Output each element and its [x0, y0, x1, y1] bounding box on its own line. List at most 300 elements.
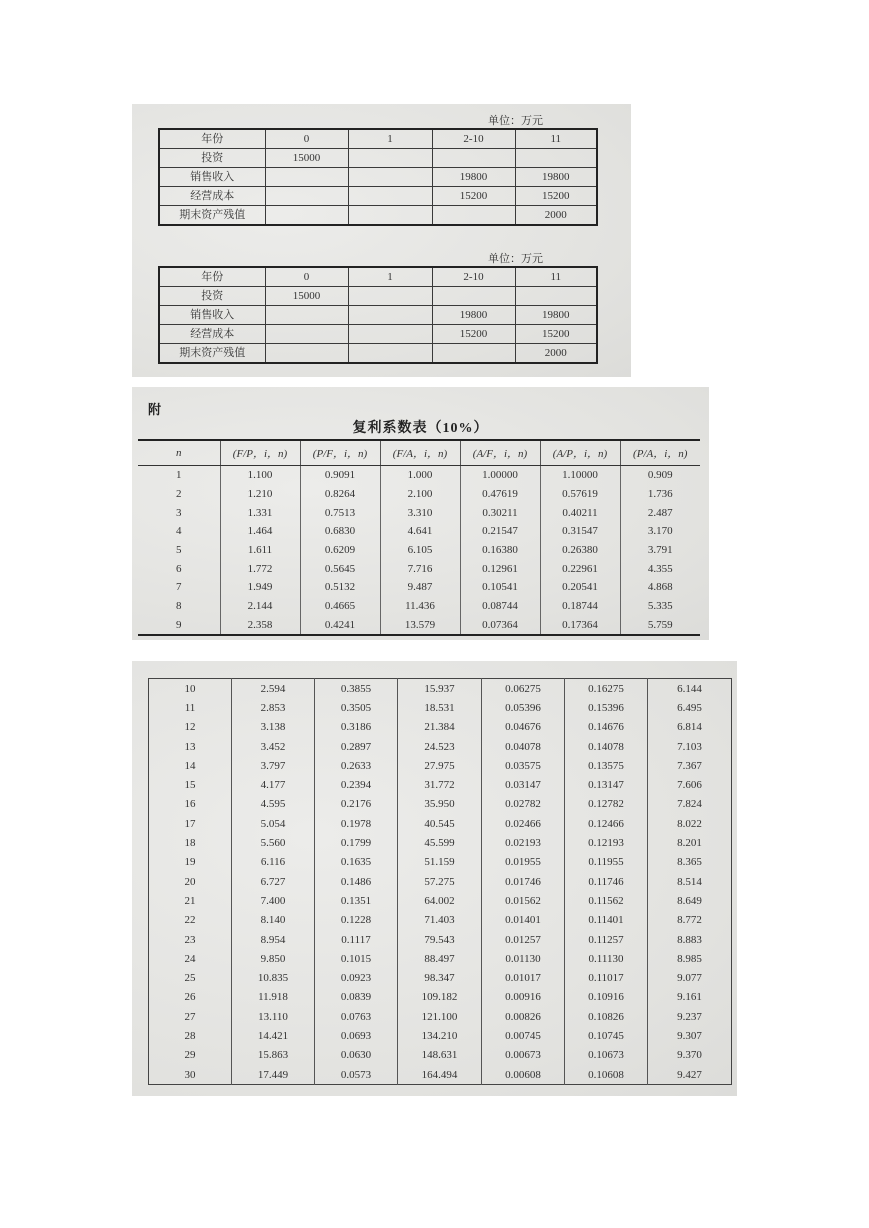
factor-cell: 4.177 — [232, 775, 315, 794]
factor-cell: 1.331 — [220, 503, 300, 522]
factor-cell: 0.0763 — [315, 1007, 398, 1026]
factor-cell: 0.13575 — [565, 756, 648, 775]
factor-cell: 0.17364 — [540, 616, 620, 636]
factor-cell: 3.797 — [232, 756, 315, 775]
factor-cell: 9.307 — [648, 1026, 732, 1045]
factor-cell: 4.595 — [232, 795, 315, 814]
factor-cell: 3.170 — [620, 522, 700, 541]
period-cell: 10 — [184, 682, 196, 695]
cash-flow-table — [158, 128, 598, 226]
factor-cell: 0.00826 — [482, 1007, 565, 1026]
table-row — [159, 344, 597, 364]
factor-cell: 0.1228 — [315, 911, 398, 930]
factor-cell: 0.0839 — [315, 988, 398, 1007]
table-cell: 15200 — [515, 187, 597, 206]
table-cell: 19800 — [515, 306, 597, 325]
table-row — [149, 1065, 732, 1085]
header-cell: (P/F，i，n) — [300, 440, 380, 466]
factor-cell: 6.727 — [232, 872, 315, 891]
factor-cell: 9.850 — [232, 949, 315, 968]
factor-cell: 0.2394 — [315, 775, 398, 794]
factor-cell: 1.464 — [220, 522, 300, 541]
table-cell — [432, 149, 515, 168]
table-cell: 2000 — [515, 206, 597, 226]
factor-cell: 0.01130 — [482, 949, 565, 968]
table-cell — [432, 287, 515, 306]
period-cell: 12 — [184, 721, 196, 734]
factor-cell: 0.10673 — [565, 1046, 648, 1065]
factor-cell: 6.814 — [648, 718, 732, 737]
factor-cell: 98.347 — [398, 968, 482, 987]
table-cell — [265, 344, 348, 364]
table-row — [159, 206, 597, 226]
factor-cell: 0.5132 — [300, 578, 380, 597]
factor-cell: 148.631 — [398, 1046, 482, 1065]
row-label: 销售收入 — [159, 306, 265, 325]
table-cell: 19800 — [432, 168, 515, 187]
factor-cell: 0.03575 — [482, 756, 565, 775]
period-cell: 2 — [176, 488, 182, 501]
factor-cell: 0.02782 — [482, 795, 565, 814]
factor-cell: 8.365 — [648, 853, 732, 872]
table-row — [159, 287, 597, 306]
table-cell — [348, 325, 432, 344]
factor-cell: 3.791 — [620, 541, 700, 560]
factor-cell: 18.531 — [398, 698, 482, 717]
table-header-row — [159, 129, 597, 149]
table-row — [138, 466, 700, 485]
period-cell: 14 — [184, 759, 196, 772]
factor-cell: 0.00673 — [482, 1046, 565, 1065]
factor-cell: 0.0693 — [315, 1026, 398, 1045]
header-cell: 2-10 — [432, 129, 515, 149]
table-cell — [348, 287, 432, 306]
factor-cell: 40.545 — [398, 814, 482, 833]
factor-cell: 0.909 — [620, 466, 700, 485]
table-row — [149, 930, 732, 949]
table-cell — [348, 206, 432, 226]
table-header-row — [159, 267, 597, 287]
factor-cell: 0.4241 — [300, 616, 380, 636]
factor-cell: 0.10916 — [565, 988, 648, 1007]
factor-cell: 0.15396 — [565, 698, 648, 717]
factor-cell: 71.403 — [398, 911, 482, 930]
factor-cell: 3.452 — [232, 737, 315, 756]
period-cell: 17 — [184, 817, 196, 830]
factor-cell: 0.2633 — [315, 756, 398, 775]
period-cell: 15 — [184, 779, 196, 792]
factor-cell: 0.3505 — [315, 698, 398, 717]
factor-cell: 3.310 — [380, 503, 460, 522]
factor-cell: 1.949 — [220, 578, 300, 597]
factor-cell: 0.5645 — [300, 559, 380, 578]
factor-cell: 0.16275 — [565, 679, 648, 699]
factor-cell: 0.06275 — [482, 679, 565, 699]
factor-cell: 1.736 — [620, 485, 700, 504]
factor-cell: 5.759 — [620, 616, 700, 636]
period-cell: 16 — [184, 798, 196, 811]
period-cell: 19 — [184, 856, 196, 869]
row-label: 经营成本 — [159, 325, 265, 344]
period-cell: 13 — [184, 740, 196, 753]
factor-cell: 45.599 — [398, 833, 482, 852]
factor-cell: 121.100 — [398, 1007, 482, 1026]
factor-cell: 0.0630 — [315, 1046, 398, 1065]
factor-cell: 9.161 — [648, 988, 732, 1007]
table-cell — [265, 306, 348, 325]
table-row — [149, 814, 732, 833]
factor-cell: 35.950 — [398, 795, 482, 814]
table-cell: 19800 — [432, 306, 515, 325]
table-cell — [432, 206, 515, 226]
table-row — [149, 1026, 732, 1045]
table-row — [138, 485, 700, 504]
factor-cell: 2.594 — [232, 679, 315, 699]
header-cell: 11 — [515, 129, 597, 149]
factor-cell: 1.100 — [220, 466, 300, 485]
period-cell: 1 — [176, 469, 182, 482]
factor-cell: 0.57619 — [540, 485, 620, 504]
factor-cell: 11.918 — [232, 988, 315, 1007]
factor-cell: 0.10826 — [565, 1007, 648, 1026]
factor-cell: 2.100 — [380, 485, 460, 504]
table-cell — [515, 287, 597, 306]
factor-cell: 0.01746 — [482, 872, 565, 891]
factor-table-part1 — [138, 439, 700, 636]
factor-cell: 6.495 — [648, 698, 732, 717]
factor-cell: 24.523 — [398, 737, 482, 756]
factor-cell: 5.560 — [232, 833, 315, 852]
factor-cell: 7.606 — [648, 775, 732, 794]
table-row — [159, 187, 597, 206]
factor-cell: 109.182 — [398, 988, 482, 1007]
table-row — [159, 306, 597, 325]
header-cell: 1 — [348, 129, 432, 149]
factor-cell: 14.421 — [232, 1026, 315, 1045]
factor-cell: 0.47619 — [460, 485, 540, 504]
factor-cell: 6.116 — [232, 853, 315, 872]
factor-cell: 5.335 — [620, 597, 700, 616]
factor-cell: 0.12466 — [565, 814, 648, 833]
table-row — [149, 775, 732, 794]
factor-cell: 1.611 — [220, 541, 300, 560]
table-cell: 19800 — [515, 168, 597, 187]
table-cell — [265, 187, 348, 206]
factor-cell: 0.02193 — [482, 833, 565, 852]
factor-table-scan-part2 — [132, 661, 737, 1096]
factor-cell: 0.00608 — [482, 1065, 565, 1085]
factor-cell: 0.7513 — [300, 503, 380, 522]
table-row — [149, 795, 732, 814]
factor-cell: 0.0923 — [315, 968, 398, 987]
factor-cell: 2.144 — [220, 597, 300, 616]
header-cell: 0 — [265, 129, 348, 149]
factor-cell: 8.985 — [648, 949, 732, 968]
factor-cell: 0.03147 — [482, 775, 565, 794]
factor-cell: 8.514 — [648, 872, 732, 891]
header-cell: (P/A，i，n) — [620, 440, 700, 466]
factor-cell: 134.210 — [398, 1026, 482, 1045]
unit-label: 单位：万元 — [488, 253, 543, 265]
table-cell — [348, 344, 432, 364]
period-cell: 18 — [184, 837, 196, 850]
factor-cell: 0.3855 — [315, 679, 398, 699]
table-row — [149, 1007, 732, 1026]
factor-cell: 2.358 — [220, 616, 300, 636]
factor-cell: 0.30211 — [460, 503, 540, 522]
factor-cell: 88.497 — [398, 949, 482, 968]
factor-cell: 3.138 — [232, 718, 315, 737]
factor-cell: 0.0573 — [315, 1065, 398, 1085]
factor-cell: 6.105 — [380, 541, 460, 560]
table-cell — [265, 168, 348, 187]
table-cell — [515, 149, 597, 168]
factor-cell: 0.14676 — [565, 718, 648, 737]
factor-cell: 0.14078 — [565, 737, 648, 756]
header-cell: 1 — [348, 267, 432, 287]
cash-flow-scan — [132, 104, 631, 377]
table-row — [138, 503, 700, 522]
table-row — [149, 968, 732, 987]
table-row — [149, 988, 732, 1007]
factor-cell: 0.01401 — [482, 911, 565, 930]
period-cell: 29 — [184, 1049, 196, 1062]
unit-label: 单位：万元 — [488, 115, 543, 127]
header-cell: 年份 — [159, 267, 265, 287]
factor-cell: 0.22961 — [540, 559, 620, 578]
factor-cell: 0.6209 — [300, 541, 380, 560]
table-row — [138, 522, 700, 541]
factor-cell: 0.11401 — [565, 911, 648, 930]
factor-cell: 0.05396 — [482, 698, 565, 717]
table-row — [138, 541, 700, 560]
factor-cell: 4.355 — [620, 559, 700, 578]
period-cell: 24 — [184, 952, 196, 965]
table-row — [149, 718, 732, 737]
factor-cell: 1.10000 — [540, 466, 620, 485]
factor-cell: 7.367 — [648, 756, 732, 775]
table-row — [149, 698, 732, 717]
table-row — [159, 168, 597, 187]
header-cell: (F/P，i，n) — [220, 440, 300, 466]
factor-cell: 0.2897 — [315, 737, 398, 756]
factor-cell: 0.6830 — [300, 522, 380, 541]
factor-cell: 0.11130 — [565, 949, 648, 968]
table-cell — [432, 344, 515, 364]
factor-cell: 79.543 — [398, 930, 482, 949]
factor-cell: 0.1799 — [315, 833, 398, 852]
table-cell — [348, 168, 432, 187]
table-row — [138, 578, 700, 597]
factor-cell: 7.824 — [648, 795, 732, 814]
period-cell: 26 — [184, 991, 196, 1004]
factor-cell: 6.144 — [648, 679, 732, 699]
factor-cell: 0.20541 — [540, 578, 620, 597]
header-cell: (F/A，i，n) — [380, 440, 460, 466]
period-cell: 21 — [184, 894, 196, 907]
period-cell: 20 — [184, 875, 196, 888]
factor-cell: 0.08744 — [460, 597, 540, 616]
factor-cell: 0.16380 — [460, 541, 540, 560]
factor-cell: 0.1486 — [315, 872, 398, 891]
factor-cell: 0.31547 — [540, 522, 620, 541]
table-row — [138, 559, 700, 578]
table-row — [159, 149, 597, 168]
factor-cell: 0.01955 — [482, 853, 565, 872]
factor-cell: 4.641 — [380, 522, 460, 541]
factor-cell: 15.937 — [398, 679, 482, 699]
factor-cell: 0.11746 — [565, 872, 648, 891]
table-cell: 15200 — [432, 325, 515, 344]
factor-cell: 0.11562 — [565, 891, 648, 910]
factor-cell: 9.427 — [648, 1065, 732, 1085]
header-cell: 11 — [515, 267, 597, 287]
period-cell: 8 — [176, 600, 182, 613]
factor-cell: 0.9091 — [300, 466, 380, 485]
factor-cell: 0.11017 — [565, 968, 648, 987]
table-row — [149, 891, 732, 910]
factor-cell: 9.237 — [648, 1007, 732, 1026]
factor-cell: 64.002 — [398, 891, 482, 910]
table-header-row — [138, 440, 700, 466]
table-row — [149, 756, 732, 775]
factor-cell: 10.835 — [232, 968, 315, 987]
appendix-label: 附 — [148, 402, 162, 417]
factor-cell: 0.4665 — [300, 597, 380, 616]
factor-cell: 0.1978 — [315, 814, 398, 833]
factor-table-title: 复利系数表（10%） — [352, 421, 489, 436]
factor-cell: 0.12961 — [460, 559, 540, 578]
period-cell: 5 — [176, 544, 182, 557]
factor-cell: 0.10745 — [565, 1026, 648, 1045]
factor-table-part2 — [148, 678, 732, 1085]
factor-cell: 21.384 — [398, 718, 482, 737]
row-label: 期末资产残值 — [159, 344, 265, 364]
period-cell: 27 — [184, 1010, 196, 1023]
factor-cell: 1.00000 — [460, 466, 540, 485]
factor-cell: 8.883 — [648, 930, 732, 949]
factor-cell: 7.716 — [380, 559, 460, 578]
period-cell: 28 — [184, 1029, 196, 1042]
factor-cell: 1.772 — [220, 559, 300, 578]
factor-cell: 17.449 — [232, 1065, 315, 1085]
factor-cell: 0.21547 — [460, 522, 540, 541]
factor-cell: 2.487 — [620, 503, 700, 522]
table-cell: 15200 — [432, 187, 515, 206]
table-cell — [348, 306, 432, 325]
factor-cell: 0.18744 — [540, 597, 620, 616]
factor-cell: 8.022 — [648, 814, 732, 833]
table-cell — [265, 206, 348, 226]
factor-cell: 8.772 — [648, 911, 732, 930]
factor-cell: 57.275 — [398, 872, 482, 891]
factor-cell: 0.8264 — [300, 485, 380, 504]
period-cell: 25 — [184, 972, 196, 985]
table-row — [138, 597, 700, 616]
factor-cell: 0.12782 — [565, 795, 648, 814]
period-cell: 30 — [184, 1068, 196, 1081]
table-row — [159, 325, 597, 344]
row-label: 经营成本 — [159, 187, 265, 206]
factor-cell: 0.10608 — [565, 1065, 648, 1085]
cash-flow-table-copy — [158, 266, 598, 364]
factor-cell: 0.10541 — [460, 578, 540, 597]
factor-cell: 8.954 — [232, 930, 315, 949]
factor-cell: 0.00745 — [482, 1026, 565, 1045]
table-cell: 15000 — [265, 149, 348, 168]
factor-cell: 8.140 — [232, 911, 315, 930]
header-cell: 0 — [265, 267, 348, 287]
table-cell: 15200 — [515, 325, 597, 344]
factor-cell: 8.201 — [648, 833, 732, 852]
factor-cell: 7.400 — [232, 891, 315, 910]
factor-cell: 27.975 — [398, 756, 482, 775]
factor-cell: 164.494 — [398, 1065, 482, 1085]
table-row — [149, 949, 732, 968]
table-row — [149, 1046, 732, 1065]
factor-cell: 0.04078 — [482, 737, 565, 756]
table-row — [149, 911, 732, 930]
factor-cell: 0.04676 — [482, 718, 565, 737]
factor-cell: 11.436 — [380, 597, 460, 616]
factor-cell: 51.159 — [398, 853, 482, 872]
factor-cell: 13.110 — [232, 1007, 315, 1026]
factor-cell: 0.1015 — [315, 949, 398, 968]
factor-cell: 0.07364 — [460, 616, 540, 636]
factor-cell: 0.13147 — [565, 775, 648, 794]
header-cell: (A/F，i，n) — [460, 440, 540, 466]
factor-cell: 0.3186 — [315, 718, 398, 737]
factor-cell: 0.11257 — [565, 930, 648, 949]
period-cell: 9 — [138, 616, 220, 636]
factor-cell: 0.26380 — [540, 541, 620, 560]
factor-cell: 13.579 — [380, 616, 460, 636]
header-cell: 2-10 — [432, 267, 515, 287]
factor-cell: 8.649 — [648, 891, 732, 910]
period-cell: 7 — [176, 581, 182, 594]
table-row — [149, 853, 732, 872]
factor-cell: 0.12193 — [565, 833, 648, 852]
factor-cell: 0.2176 — [315, 795, 398, 814]
table-cell: 15000 — [265, 287, 348, 306]
factor-cell: 0.11955 — [565, 853, 648, 872]
factor-cell: 0.1351 — [315, 891, 398, 910]
factor-cell: 0.00916 — [482, 988, 565, 1007]
header-cell: 年份 — [159, 129, 265, 149]
table-cell — [348, 149, 432, 168]
row-label: 销售收入 — [159, 168, 265, 187]
period-cell: 11 — [184, 701, 196, 714]
row-label: 投资 — [159, 149, 265, 168]
table-row — [149, 872, 732, 891]
table-row — [149, 679, 732, 699]
table-cell: 2000 — [515, 344, 597, 364]
factor-cell: 9.077 — [648, 968, 732, 987]
row-label: 投资 — [159, 287, 265, 306]
factor-cell: 0.01562 — [482, 891, 565, 910]
period-cell: 23 — [184, 933, 196, 946]
period-cell: 22 — [184, 914, 196, 927]
factor-cell: 7.103 — [648, 737, 732, 756]
period-cell: 3 — [176, 506, 182, 519]
factor-cell: 0.1117 — [315, 930, 398, 949]
factor-cell: 31.772 — [398, 775, 482, 794]
factor-cell: 9.487 — [380, 578, 460, 597]
factor-cell: 15.863 — [232, 1046, 315, 1065]
factor-cell: 0.40211 — [540, 503, 620, 522]
factor-cell: 9.370 — [648, 1046, 732, 1065]
table-row — [149, 833, 732, 852]
